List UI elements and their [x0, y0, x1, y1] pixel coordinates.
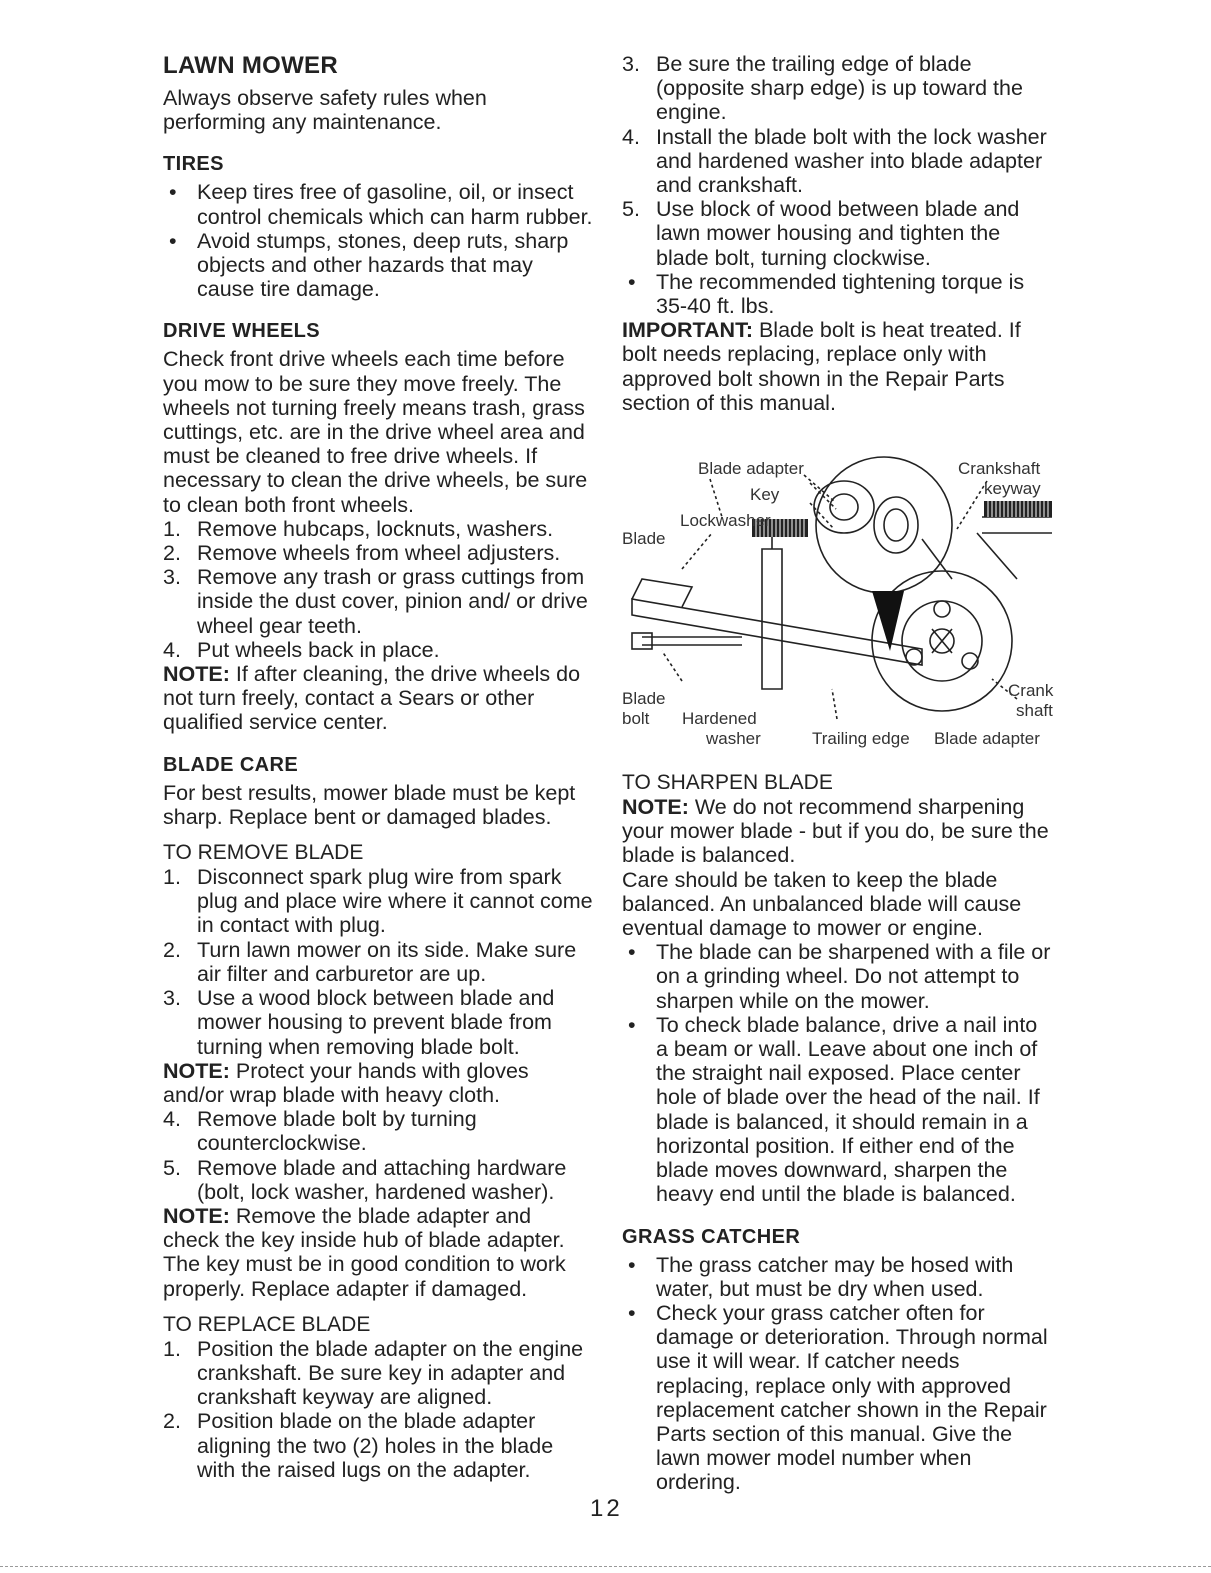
bullet-icon: • — [628, 1012, 636, 1037]
drive-wheels-note: NOTE: If after cleaning, the drive wheels do not turn freely, contact a Sears or other qualified service center. — [163, 662, 581, 735]
list-item: 5. Remove blade and attaching hardware (bolt, lock washer, hardened washer). — [163, 1155, 567, 1204]
list-item: 4. Remove blade bolt by turning counterclockwise. — [163, 1107, 477, 1156]
label-blade-bolt-2: bolt — [622, 709, 650, 729]
grass-catcher-heading: GRASS CATCHER — [622, 1225, 801, 1248]
replace-blade-heading: TO REPLACE BLADE — [163, 1312, 371, 1336]
tires-heading: TIRES — [163, 153, 224, 176]
intro-text: Always observe safety rules when performing any maintenance. — [163, 86, 487, 135]
label-blade-bolt-1: Blade — [622, 689, 666, 709]
right-column — [622, 52, 1052, 1495]
section-title: LAWN MOWER — [163, 52, 338, 79]
list-item: • Keep tires free of gasoline, oil, or insect control chemicals which can harm rubber. — [163, 180, 593, 228]
list-item: 3. Use a wood block between blade and mower housing to prevent blade from turning when removing blade bolt. — [163, 986, 555, 1059]
remove-note-2: NOTE: Remove the blade adapter and check the key inside hub of blade adapter. The key must be in good condition to work properly. Replace adapter if damaged. — [163, 1203, 566, 1301]
label-trailing-edge: Trailing edge — [812, 729, 910, 749]
list-item: 1. Remove hubcaps, locknuts, washers. — [163, 516, 554, 541]
label-key: Key — [750, 485, 780, 505]
page-number: 12 — [590, 1495, 623, 1522]
list-item: • The blade can be sharpened with a file or on a grinding wheel. Do not attempt to sharpen while on the mower. — [622, 940, 1052, 1013]
label-hardened-washer-2: washer — [706, 729, 761, 749]
drive-wheels-body: Check front drive wheels each time before you mow to be sure they move freely. The wheels not turning freely means trash, grass cuttings, etc. are in the drive wheel area and must be cleaned to free drive wheels. If necessary to clean the drive wheels, be sure to clean both front wheels. — [163, 347, 588, 517]
list-item: • Avoid stumps, stones, deep ruts, sharp objects and other hazards that may cause tire damage. — [163, 229, 593, 302]
list-item: 1. Position the blade adapter on the engine crankshaft. Be sure key in adapter and crankshaft keyway are aligned. — [163, 1336, 584, 1410]
list-item: 2. Remove wheels from wheel adjusters. — [163, 541, 561, 566]
bullet-icon: • — [628, 269, 636, 294]
sharpen-body: Care should be taken to keep the blade balanced. An unbalanced blade will cause eventual damage to mower or engine. — [622, 867, 1022, 941]
list-item: • The recommended tightening torque is 35-40 ft. lbs. — [622, 270, 1052, 318]
list-item: 4. Install the blade bolt with the lock washer and hardened washer into blade adapter and crankshaft. — [622, 124, 1047, 198]
blade-care-body: For best results, mower blade must be kept sharp. Replace bent or damaged blades. — [163, 780, 576, 829]
sharpen-blade-heading: TO SHARPEN BLADE — [622, 771, 833, 795]
list-item: 3. Remove any trash or grass cuttings from inside the dust cover, pinion and/ or drive wheel gear teeth. — [163, 565, 588, 638]
drive-wheels-heading: DRIVE WHEELS — [163, 320, 321, 343]
label-blade-adapter-top: Blade adapter — [698, 459, 804, 479]
label-lockwasher: Lockwasher — [680, 511, 771, 531]
bullet-icon: • — [628, 940, 636, 965]
blade-assembly-diagram — [622, 429, 1052, 747]
remove-note-1: NOTE: Protect your hands with gloves and/or wrap blade with heavy cloth. — [163, 1058, 529, 1107]
list-item: 3. Be sure the trailing edge of blade (opposite sharp edge) is up toward the engine. — [622, 52, 1023, 125]
list-item: 4. Put wheels back in place. — [163, 637, 440, 662]
label-crankshaft-keyway-2: keyway — [984, 479, 1041, 499]
label-blade-adapter-bottom: Blade adapter — [934, 729, 1040, 749]
list-item: 1. Disconnect spark plug wire from spark plug and place wire where it cannot come in contact with plug. — [163, 865, 593, 938]
bullet-icon: • — [169, 180, 177, 205]
bullet-icon: • — [628, 1300, 636, 1325]
left-column — [163, 52, 593, 1482]
list-item: 5. Use block of wood between blade and lawn mower housing and tighten the blade bolt, turning clockwise. — [622, 197, 1020, 270]
label-hardened-washer-1: Hardened — [682, 709, 757, 729]
label-blade-top: Blade — [622, 529, 666, 549]
bullet-icon: • — [169, 228, 177, 253]
remove-blade-heading: TO REMOVE BLADE — [163, 841, 364, 865]
bottom-divider — [0, 1566, 1211, 1567]
list-item: • The grass catcher may be hosed with water, but must be dry when used. — [622, 1253, 1052, 1301]
list-item: 2. Turn lawn mower on its side. Make sure air filter and carburetor are up. — [163, 937, 577, 986]
sharpen-note: NOTE: We do not recommend sharpening your mower blade - but if you do, be sure the blade is balanced. — [622, 795, 1049, 868]
label-crank-shaft-1: Crank — [1008, 681, 1054, 701]
list-item: • Check your grass catcher often for damage or deterioration. Through normal use it will wear. If catcher needs replacing, replace only with approved replacement catcher shown in the Repair Parts section of this manual. Give the lawn mower model number when ordering. — [622, 1301, 1052, 1495]
important-note: IMPORTANT: Blade bolt is heat treated. If bolt needs replacing, replace only with approved bolt shown in the Repair Parts section of this manual. — [622, 318, 1021, 415]
blade-care-heading: BLADE CARE — [163, 753, 299, 776]
list-item: • To check blade balance, drive a nail into a beam or wall. Leave about one inch of the straight nail exposed. Place center hole of blade over the head of the nail. If blade is balanced, it should remain in a horizontal position. If either end of the blade moves downward, sharpen the heavy end until the blade is balanced. — [622, 1013, 1052, 1207]
list-item: 2. Position blade on the blade adapter aligning the two (2) holes in the blade with the raised lugs on the adapter. — [163, 1409, 554, 1482]
bullet-icon: • — [628, 1252, 636, 1277]
label-crank-shaft-2: shaft — [1016, 701, 1053, 721]
label-crankshaft-keyway-1: Crankshaft — [958, 459, 1041, 479]
